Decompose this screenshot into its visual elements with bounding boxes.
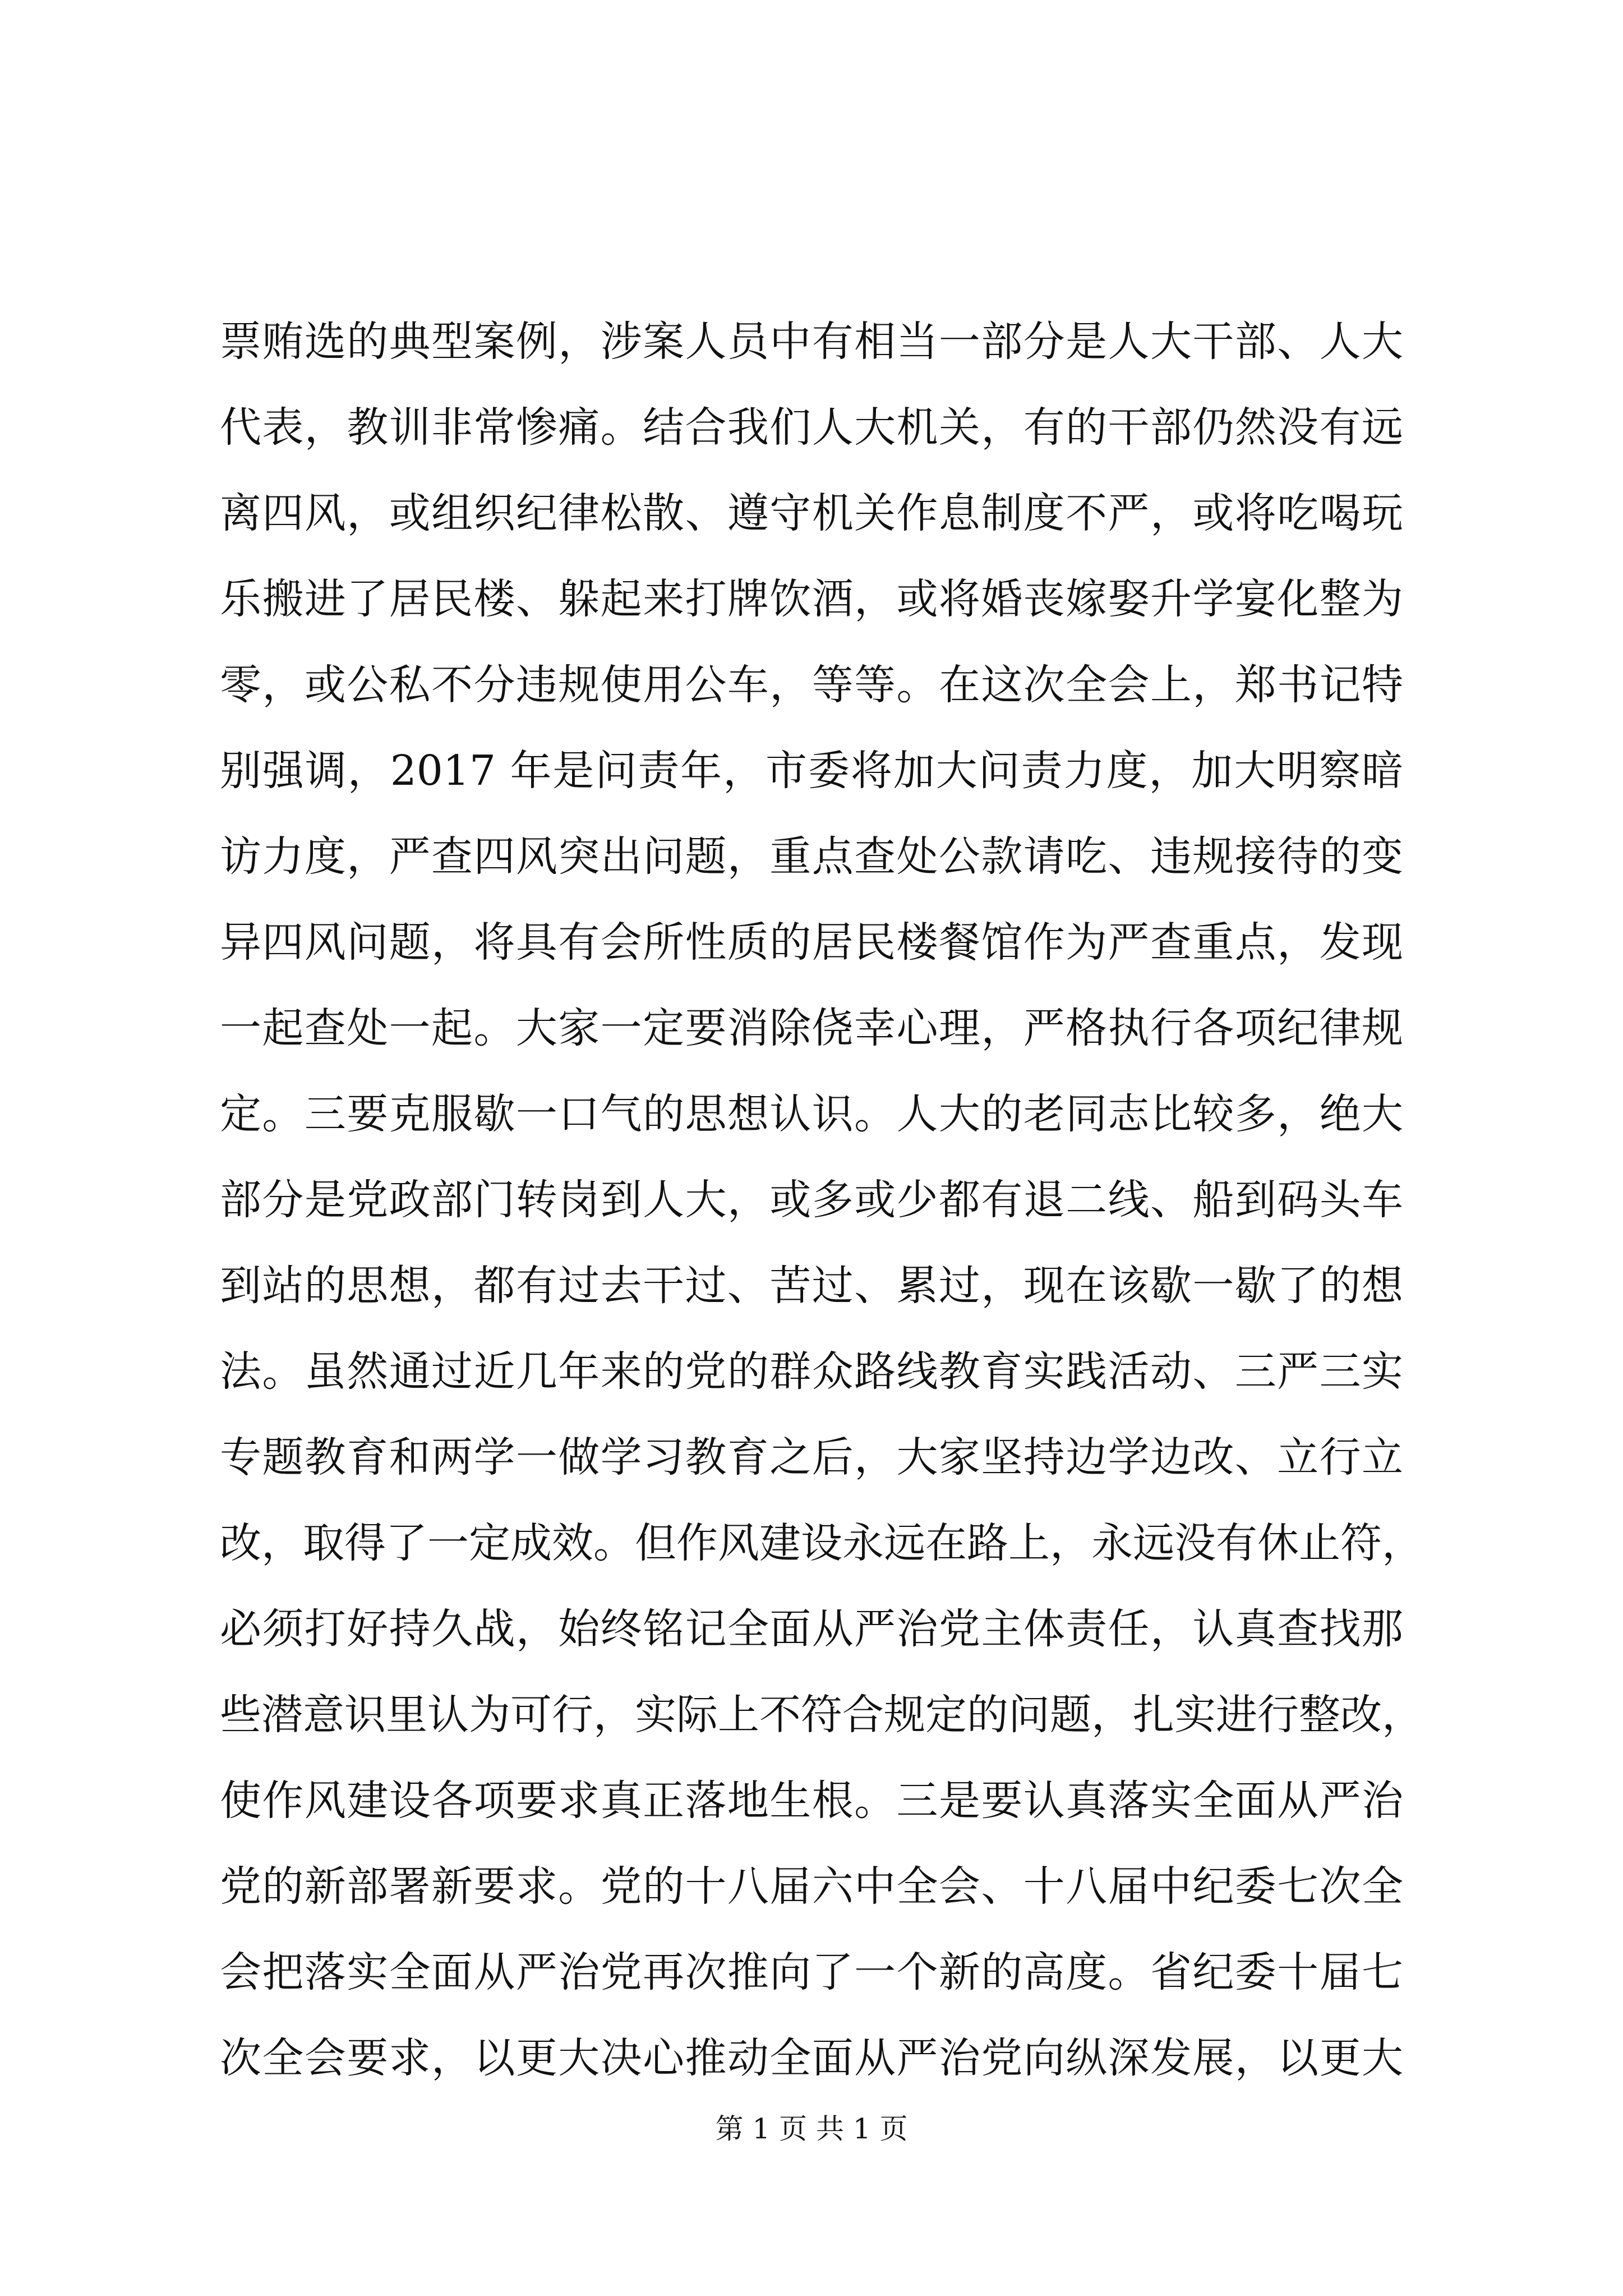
text-line: 异四风问题，将具有会所性质的居民楼餐馆作为严查重点，发现	[220, 918, 1403, 967]
text-line: 到站的思想，都有过去干过、苦过、累过，现在该歇一歇了的想	[220, 1262, 1403, 1310]
text-line: 离四风，或组织纪律松散、遵守机关作息制度不严，或将吃喝玩	[220, 489, 1403, 537]
text-line: 必须打好持久战，始终铭记全面从严治党主体责任，认真查找那	[220, 1605, 1403, 1653]
text-line: 零，或公私不分违规使用公车，等等。在这次全会上，郑书记特	[220, 661, 1403, 709]
text-line: 使作风建设各项要求真正落地生根。三是要认真落实全面从严治	[220, 1777, 1403, 1825]
text-line: 党的新部署新要求。党的十八届六中全会、十八届中纪委七次全	[220, 1862, 1403, 1911]
text-line: 定。三要克服歇一口气的思想认识。人大的老同志比较多，绝大	[220, 1090, 1403, 1138]
text-line: 专题教育和两学一做学习教育之后，大家坚持边学边改、立行立	[220, 1433, 1403, 1481]
page-number: 第 1 页 共 1 页	[715, 2113, 908, 2145]
text-line: 部分是党政部门转岗到人大，或多或少都有退二线、船到码头车	[220, 1176, 1403, 1224]
text-line: 法。虽然通过近几年来的党的群众路线教育实践活动、三严三实	[220, 1347, 1403, 1396]
text-line: 会把落实全面从严治党再次推向了一个新的高度。省纪委十届七	[220, 1948, 1403, 1996]
text-line: 别强调，2017 年是问责年，市委将加大问责力度，加大明察暗	[220, 747, 1403, 795]
text-line: 票贿选的典型案例，涉案人员中有相当一部分是人大干部、人大	[220, 318, 1403, 366]
text-line: 些潜意识里认为可行，实际上不符合规定的问题，扎实进行整改，	[220, 1691, 1423, 1739]
body-text	[220, 299, 1423, 2101]
page-footer	[0, 2109, 1623, 2148]
text-line: 次全会要求，以更大决心推动全面从严治党向纵深发展，以更大	[220, 2034, 1403, 2082]
text-line: 访力度，严查四风突出问题，重点查处公款请吃、违规接待的变	[220, 832, 1403, 881]
text-line: 乐搬进了居民楼、躲起来打牌饮酒，或将婚丧嫁娶升学宴化整为	[220, 575, 1403, 623]
text-line: 代表，教训非常惨痛。结合我们人大机关，有的干部仍然没有远	[220, 403, 1403, 452]
text-line: 改，取得了一定成效。但作风建设永远在路上，永远没有休止符，	[220, 1519, 1423, 1567]
text-line: 一起查处一起。大家一定要消除侥幸心理，严格执行各项纪律规	[220, 1004, 1403, 1052]
